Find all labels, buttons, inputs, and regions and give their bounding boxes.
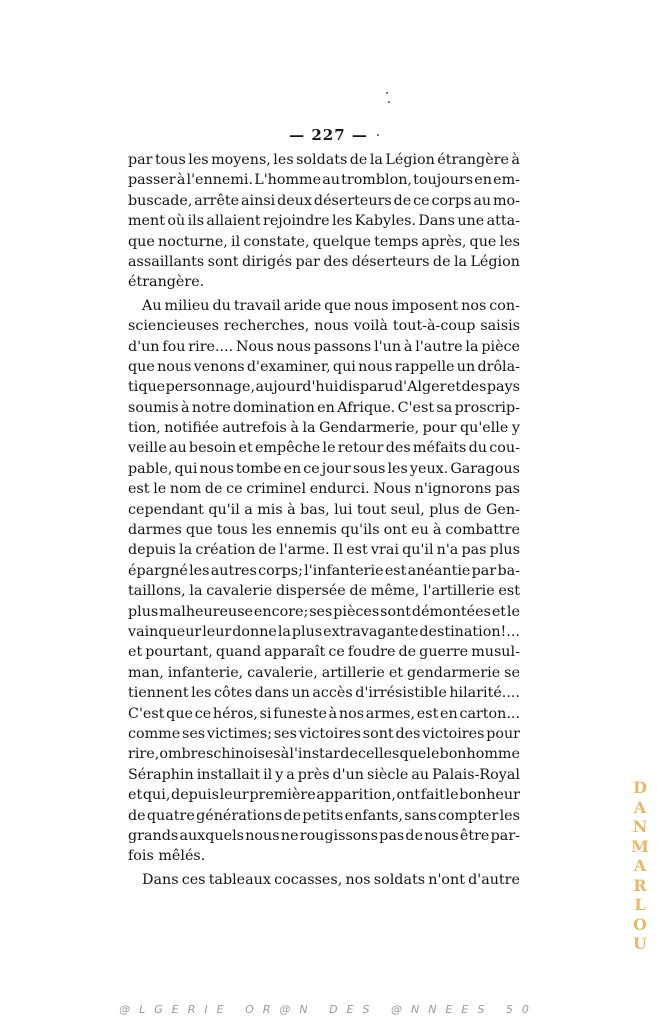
text-line: que nous venons d'examiner, qui nous rappelle un drôla- [128, 358, 520, 375]
text-line: assaillants sont dirigés par des déserteurs de la Légion [128, 253, 520, 270]
text-line: par tous les moyens, les soldats de la Légion étrangère à [128, 152, 520, 168]
text-line: de quatre générations de petits enfants, sans compter les [128, 807, 520, 824]
text-line: tion, notifiée autrefois à la Gendarmerie, pour qu'elle y [128, 420, 520, 437]
text-line: Au milieu du travail aride que nous imposent nos con- [142, 297, 520, 314]
text-line: épargné les autres corps; l'infanterie est anéantie par ba- [128, 562, 520, 579]
text-line: cependant qu'il a mis à bas, lui tout seul, plus de Gen- [128, 501, 520, 518]
text-line: et pourtant, quand apparaît ce foudre de guerre musul- [128, 644, 520, 661]
text-line: vainqueur leur donne la plus extravagante destination!... [128, 623, 520, 640]
text-line: plus malheureuse encore; ses pièces sont démontées et le [128, 603, 520, 620]
text-line: pable, qui nous tombe en ce jour sous les yeux. Garagous [128, 460, 520, 477]
text-line: ment où ils allaient rejoindre les Kabyles. Dans une atta- [128, 213, 520, 230]
scan-speck [386, 92, 388, 94]
text-line: étrangère. [128, 274, 205, 291]
text-line: d'un fou rire.... Nous nous passons l'un à l'autre la pièce [128, 338, 520, 355]
side-watermark: D A N M A R L O U [631, 778, 649, 953]
text-line: soumis à notre domination en Afrique. C'est sa proscrip- [128, 399, 520, 416]
text-line: que nocturne, il constate, quelque temps après, que les [128, 233, 520, 250]
text-line: Dans ces tableaux cocasses, nos soldats n'ont d'autre [142, 871, 520, 888]
text-line: taillons, la cavalerie dispersée de même, l'artillerie est [128, 583, 520, 600]
text-line: tique personnage, aujourd'hui disparu d'Alger et des pays [128, 379, 520, 396]
text-line: et qui, depuis leur première apparition, ont fait le bonheur [128, 787, 520, 804]
text-line: buscade, arrête ainsi deux déserteurs de ce corps au mo- [128, 192, 520, 209]
text-line: grands auxquels nous ne rougissons pas de nous être par- [128, 827, 520, 844]
text-line: tiennent les côtes dans un accès d'irrésistible hilarité.... [128, 685, 520, 702]
text-line: darmes que tous les ennemis qu'ils ont eu à combattre [128, 522, 520, 539]
text-line: C'est que ce héros, si funeste à nos armes, est en carton... [128, 705, 520, 722]
text-line: man, infanterie, cavalerie, artillerie et gendarmerie se [128, 664, 520, 681]
text-line: fois mêlés. [128, 848, 206, 865]
text-line: depuis la création de l'arme. Il est vrai qu'il n'a pas plus [128, 542, 520, 559]
body-text [128, 150, 520, 890]
text-line: passer à l'ennemi. L'homme au tromblon, toujours en em- [128, 172, 520, 189]
page-number: — 227 — [289, 126, 368, 144]
scan-speck [388, 101, 390, 103]
text-line: comme ses victimes; ses victoires sont des victoires pour [128, 725, 520, 742]
bottom-watermark: @LGERIE OR@N DES @NNEES 50 [119, 1003, 538, 1016]
text-line: est le nom de ce criminel endurci. Nous n'ignorons pas [128, 481, 520, 498]
text-line: rire, ombres chinoises à l'instar de celles que le bonhomme [128, 746, 520, 763]
text-line: sciencieuses recherches, nous voilà tout-à-coup saisis [128, 318, 520, 335]
text-line: Séraphin installait il y a près d'un siècle au Palais-Royal [128, 766, 520, 783]
text-line: veille au besoin et empêche le retour des méfaits du cou- [128, 440, 520, 457]
